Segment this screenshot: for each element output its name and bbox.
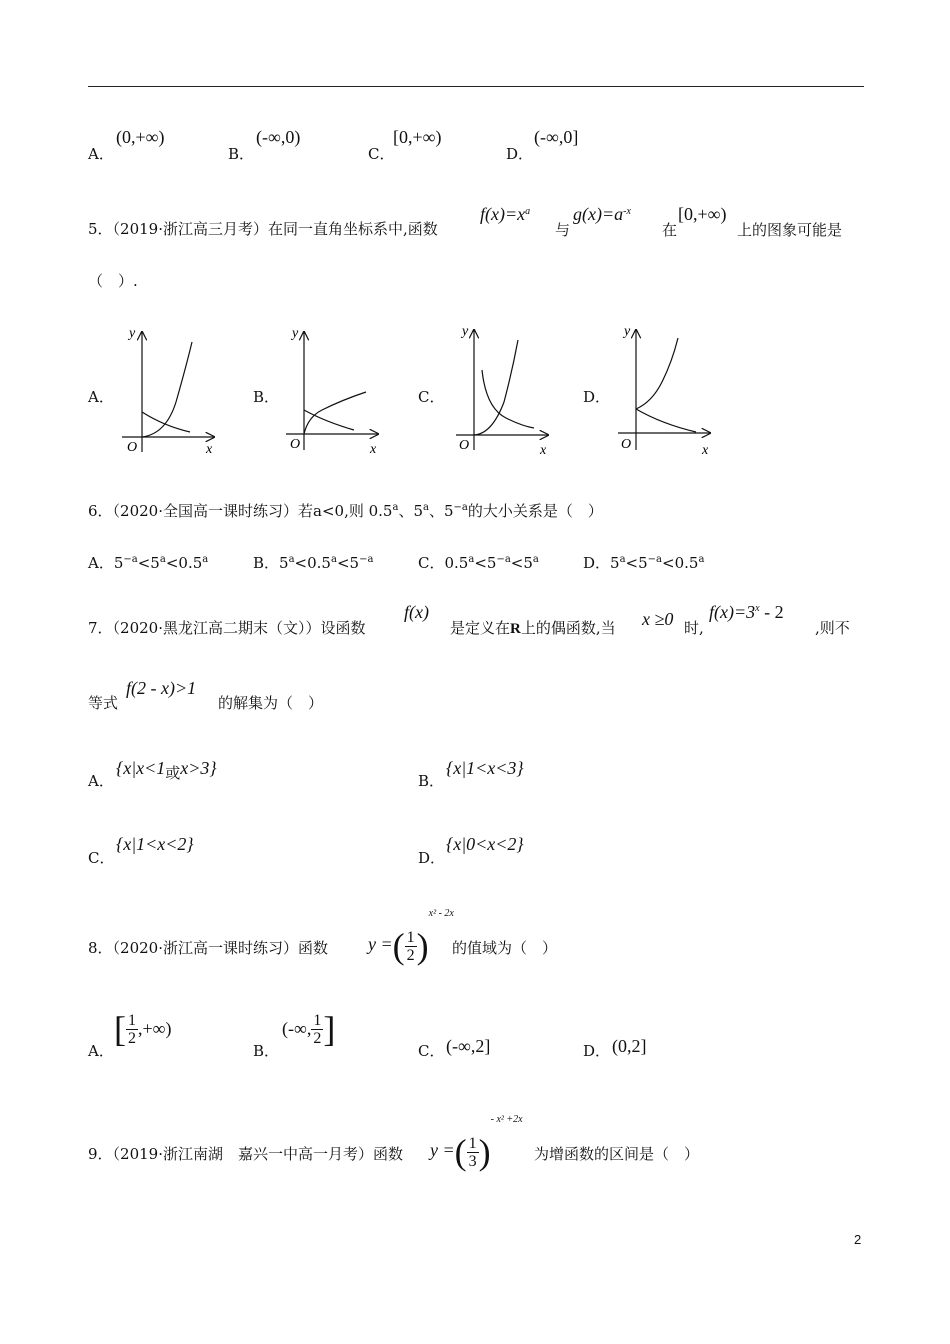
exp-curve (482, 370, 534, 428)
question-source: （2020·浙江高一课时练习） (112, 939, 298, 957)
q8-option-b-value: (-∞, $\frac{1}{2}$ ] (282, 1009, 336, 1049)
q4-option-b-value: (-∞,0) (256, 127, 301, 147)
page-number: 2 (854, 1232, 862, 1247)
question-5: 5．（2019·浙江高三月考）在同一直角坐标系中,函数 (88, 220, 438, 238)
q5-interval: [0,+∞) (678, 204, 727, 224)
origin-label: O (127, 440, 138, 455)
q6-option-a[interactable]: A．$5^{-a}<5^a<0.5^a$ (88, 554, 209, 572)
q8-option-d-value: (0,2] (612, 1036, 647, 1056)
q7-option-b[interactable]: B． (418, 772, 445, 790)
option-label: C． (368, 145, 395, 163)
q8-option-a[interactable]: A． (88, 1042, 114, 1060)
q7-text-b: 是定义在R上的偶函数,当 (450, 619, 616, 637)
q7-ineq: f(2 - x)>1 (126, 678, 197, 698)
q4-option-c[interactable] (368, 143, 394, 164)
q5-graph-b (282, 322, 392, 457)
y-label: y (292, 326, 299, 341)
y-label: y (624, 324, 631, 339)
x-label: x (370, 442, 377, 457)
q7-option-d-value: {x|0<x<2} (446, 834, 524, 854)
q7-option-a[interactable]: A． (88, 772, 114, 790)
question-source: （2019·浙江高三月考） (112, 220, 268, 238)
q5-text-c: 上的图象可能是 (737, 221, 843, 239)
q7-text-e: ,则不 (815, 619, 850, 637)
q8-option-c-value: (-∞,2] (446, 1036, 491, 1056)
question-number: 6． (88, 502, 113, 520)
q8-option-b[interactable]: B． (253, 1042, 280, 1060)
q9-tail: 为增函数的区间是（ ） (534, 1145, 700, 1163)
q5-graph-c (452, 322, 562, 457)
q5-option-c[interactable]: C． (418, 388, 445, 406)
question-7: 7．（2020·黑龙江高二期末（文））设函数 (88, 619, 366, 637)
q5-graph-d (614, 322, 724, 457)
q8-expr: y =( $\frac{1}{2}$ )$^{x^2 - 2x}$ (368, 908, 454, 966)
power-curve (636, 338, 678, 409)
q7-option-c-value: {x|1<x<2} (116, 834, 194, 854)
q4-option-b[interactable] (228, 143, 254, 164)
x-label: x (540, 443, 547, 457)
q7-f: f(x) (404, 602, 429, 622)
option-label: B． (228, 145, 255, 163)
question-8: 8．（2020·浙江高一课时练习）函数 (88, 939, 329, 957)
q5-graph-a (118, 322, 228, 457)
question-6: 6．（2020·全国高一课时练习）若a<0,则 0.5$^a$、5$^a$、$5^{-a}$的大小关系是（ ） (88, 502, 603, 520)
origin-label: O (459, 438, 470, 453)
q7-def: $f(x)=3^x - 2$ (709, 602, 784, 622)
q7-text-d: 时, (684, 619, 704, 637)
question-number: 5． (88, 220, 113, 238)
exp-curve (636, 409, 696, 432)
q9-expr: y =( $\frac{1}{3}$ )$^{- x^2 +2x}$ (430, 1114, 523, 1172)
q7-option-b-value: {x|1<x<3} (446, 758, 524, 778)
q7-line2-a: 等式 (88, 694, 119, 712)
x-label: x (206, 442, 213, 457)
q5-g-expr: $g(x)=a^{-x}$ (573, 204, 631, 224)
q8-tail: 的值域为（ ） (452, 939, 558, 957)
y-label: y (462, 324, 469, 339)
q4-option-c-value: [0,+∞) (393, 127, 442, 147)
origin-label: O (621, 437, 632, 452)
q8-option-c[interactable]: C． (418, 1042, 445, 1060)
q8-option-a-value: [ $\frac{1}{2}$ ,+∞) (114, 1009, 172, 1049)
question-source: （2019·浙江南湖 嘉兴一中高一月考） (112, 1145, 373, 1163)
q8-option-d[interactable]: D． (583, 1042, 611, 1060)
header-rule (88, 86, 864, 87)
q6-option-b[interactable]: B．$5^a<0.5^a<5^{-a}$ (253, 554, 374, 572)
q7-cond: x ≥0 (642, 609, 674, 629)
y-label: y (129, 326, 136, 341)
q5-text-b: 在 (662, 221, 678, 239)
question-number: 8． (88, 939, 113, 957)
origin-label: O (290, 437, 301, 452)
question-source: （2020·黑龙江高二期末（文）） (112, 619, 321, 637)
exp-curve (304, 410, 354, 430)
q7-option-a-value: $\{x|x<1_或x>3\}$ (116, 758, 217, 782)
q4-option-a-value: (0,+∞) (116, 127, 165, 147)
power-curve (304, 392, 366, 434)
q6-option-c[interactable]: C．$0.5^a<5^{-a}<5^a$ (418, 554, 539, 572)
question-9: 9．（2019·浙江南湖 嘉兴一中高一月考）函数 (88, 1145, 404, 1163)
option-label: D． (506, 145, 534, 163)
q5-f-expr: $f(x)=x^a$ (480, 204, 531, 224)
q5-conj: 与 (555, 221, 571, 239)
q5-option-a[interactable]: A． (88, 388, 114, 406)
q7-option-d[interactable]: D． (418, 849, 446, 867)
question-number: 7． (88, 619, 113, 637)
q4-option-a[interactable] (88, 143, 114, 164)
q6-option-d[interactable]: D．$5^a<5^{-a}<0.5^a$ (583, 554, 705, 572)
q4-option-d[interactable] (506, 143, 533, 164)
q5-option-d[interactable]: D． (583, 388, 611, 406)
q5-option-b[interactable]: B． (253, 388, 280, 406)
question-source: （2020·全国高一课时练习） (112, 502, 298, 520)
option-label: A． (88, 145, 114, 163)
power-curve (142, 342, 192, 437)
x-label: x (702, 443, 709, 457)
q4-option-d-value: (-∞,0] (534, 127, 579, 147)
question-number: 9． (88, 1145, 113, 1163)
q7-option-c[interactable]: C． (88, 849, 115, 867)
q5-paren: （ ）. (88, 272, 138, 290)
q7-line2-b: 的解集为（ ） (218, 694, 324, 712)
